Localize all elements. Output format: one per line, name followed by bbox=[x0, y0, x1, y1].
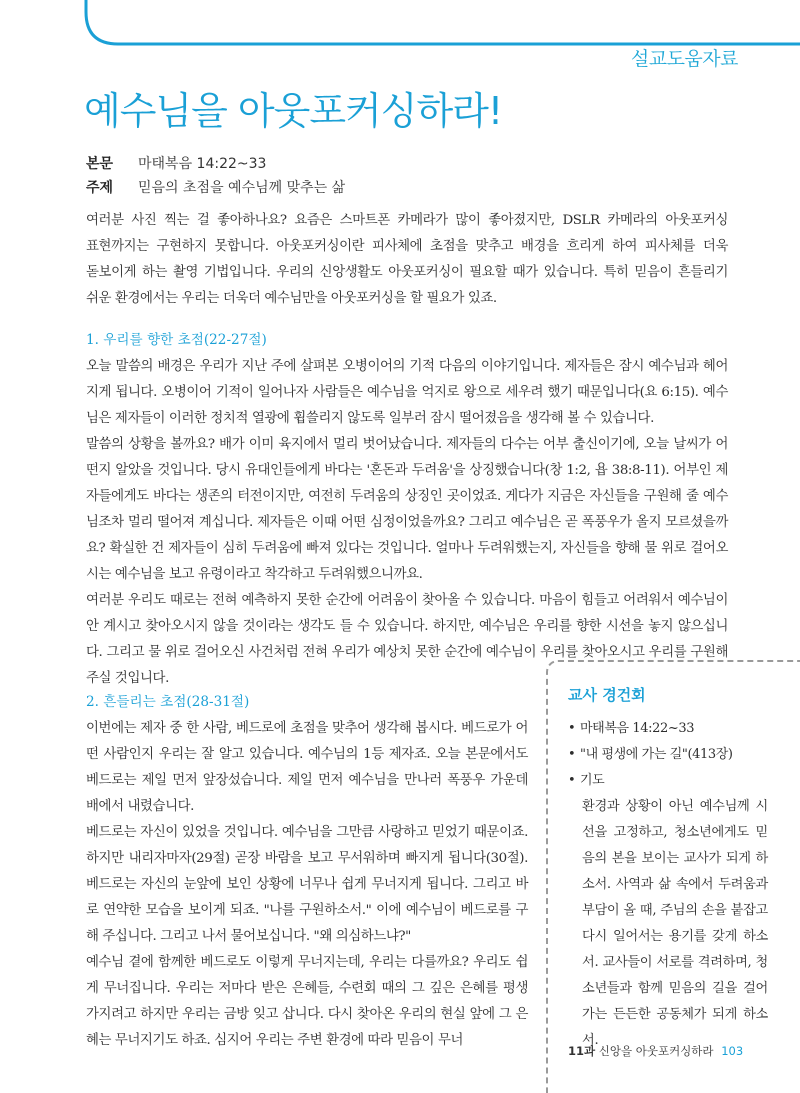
section1-heading: 1. 우리를 향한 초점(22-27절) bbox=[86, 332, 267, 348]
theme-value: 믿음의 초점을 예수님께 맞추는 삶 bbox=[138, 180, 346, 196]
page-title: 예수님을 아웃포커싱하라! bbox=[84, 89, 503, 133]
sidebar-title: 교사 경건회 bbox=[568, 686, 646, 704]
scripture-value: 마태복음 14:22~33 bbox=[138, 156, 267, 172]
teacher-devotion-box bbox=[546, 660, 800, 1093]
prayer-text: 환경과 상황이 아닌 예수님께 시선을 고정하고, 청소년에게도 믿음의 본을 보이는 교사가 되게 하소서. 사역과 삶 속에서 두려움과 부담이 올 때, 주님의 손을 붙잡고 다시 일어서는 용기를 갖게 하소서. 교사들이 서로를 격려하며, 청소년들과 함께 믿음의 길을 걸어가는 든든한 공동체가 되게 하소서. bbox=[582, 799, 768, 1048]
scripture-row bbox=[86, 152, 345, 176]
section2-body bbox=[86, 716, 528, 1054]
intro-paragraph: 여러분 사진 찍는 걸 좋아하나요? 요즘은 스마트폰 카메라가 많이 좋아졌지만, DSLR 카메라의 아웃포커싱 표현까지는 구현하지 못합니다. 아웃포커싱이란 피사체에 초점을 맞추고 배경을 흐리게 하여 피사체를 더욱 돋보이게 하는 촬영 기법입니다. 우리의 신앙생활도 아웃포커싱이 필요할 때가 있습니다. 특히 믿음이 흔들리기 쉬운 환경에서는 우리는 더욱더 예수님만을 아웃포커싱을 할 필요가 있죠. bbox=[86, 213, 728, 306]
list-item: • 마태복음 14:22~33 bbox=[568, 716, 768, 742]
list-item: • 기도 bbox=[568, 768, 768, 794]
sermon-meta bbox=[86, 152, 345, 200]
theme-row bbox=[86, 176, 345, 200]
section1-paragraph: 여러분 우리도 때로는 전혀 예측하지 못한 순간에 어려움이 찾아올 수 있습니다. 마음이 힘들고 어려워서 예수님이 안 계시고 찾아오시지 않을 것이라는 생각도 들 수 있습니다. 하지만, 예수님은 우리를 향한 시선을 놓지 않으십니다. 그리고 물 위로 걸어오신 사건처럼 전혀 우리가 예상치 못한 순간에 예수님이 우리를 찾아오시고 우리를 구원해 주실 것입니다. bbox=[86, 593, 728, 686]
section1-paragraph: 말씀의 상황을 볼까요? 배가 이미 육지에서 멀리 벗어났습니다. 제자들의 다수는 어부 출신이기에, 오늘 날씨가 어떤지 알았을 것입니다. 당시 유대인들에게 바다는 '혼돈과 두려움'을 상징했습니다(창 1:2, 욥 38:8-11). 어부인 제자들에게도 바다는 생존의 터전이지만, 여전히 두려움의 상징인 곳이었죠. 게다가 지금은 자신들을 구원해 줄 예수님조차 멀리 떨어져 계십니다. 제자들은 이때 어떤 심정이었을까요? 그리고 예수님은 곧 폭풍우가 올지 모르셨을까요? 확실한 건 제자들이 심히 두려움에 빠져 있다는 것입니다. 얼마나 두려워했는지, 자신들을 향해 물 위로 걸어오시는 예수님을 보고 유령이라고 착각하고 두려워했으니까요. bbox=[86, 437, 728, 582]
section1-paragraph: 오늘 말씀의 배경은 우리가 지난 주에 살펴본 오병이어의 기적 다음의 이야기입니다. 제자들은 잠시 예수님과 헤어지게 됩니다. 오병이어 기적이 일어나자 사람들은 예수님을 억지로 왕으로 세우려 했기 때문입니다(요 6:15). 예수님은 제자들이 이러한 정치적 열광에 휩쓸리지 않도록 일부러 잠시 떨어졌음을 생각해 볼 수 있습니다. bbox=[86, 359, 728, 426]
page-number: 103 bbox=[721, 1044, 744, 1058]
scripture-key: 본문 bbox=[86, 156, 114, 172]
list-item: • "내 평생에 가는 길"(413장) bbox=[568, 742, 768, 768]
section2-paragraph: 이번에는 제자 중 한 사람, 베드로에 초점을 맞추어 생각해 봅시다. 베드로가 어떤 사람인지 우리는 잘 알고 있습니다. 예수님의 1등 제자죠. 오늘 본문에서도 베드로는 제일 먼저 앞장섰습니다. 제일 먼저 예수님을 만나러 폭풍우 가운데 배에서 내렸습니다. bbox=[86, 721, 528, 814]
section2-paragraph: 예수님 곁에 함께한 베드로도 이렇게 무너지는데, 우리는 다를까요? 우리도 쉽게 무너집니다. 우리는 저마다 받은 은혜들, 수련회 때의 그 깊은 은혜를 평생 가지려고 하지만 우리는 금방 잊고 삽니다. 다시 찾아온 우리의 현실 앞에 그 은혜는 무너지기도 하죠. 심지어 우리는 주변 환경에 따라 믿음이 무너 bbox=[86, 955, 528, 1048]
lesson-title: 신앙을 아웃포커싱하라 bbox=[598, 1044, 714, 1058]
sidebar-list bbox=[568, 716, 768, 794]
section-label: 설교도움자료 bbox=[630, 48, 738, 70]
section1-body bbox=[86, 354, 728, 692]
section2-paragraph: 베드로는 자신이 있었을 것입니다. 예수님을 그만큼 사랑하고 믿었기 때문이죠. 하지만 내리자마자(29절) 곧장 바람을 보고 무서워하며 빠지게 됩니다(30절). 베드로는 자신의 눈앞에 보인 상황에 너무나 쉽게 무너지게 됩니다. 그리고 바로 연약한 모습을 보이게 되죠. "나를 구원하소서." 이에 예수님이 베드로를 구해 주십니다. 그리고 나서 물어보십니다. "왜 의심하느냐?" bbox=[86, 825, 528, 944]
theme-key: 주제 bbox=[86, 180, 114, 196]
lesson-number: 11과 bbox=[568, 1044, 596, 1058]
section2-heading: 2. 흔들리는 초점(28-31절) bbox=[86, 694, 250, 710]
page-footer bbox=[568, 1043, 743, 1059]
